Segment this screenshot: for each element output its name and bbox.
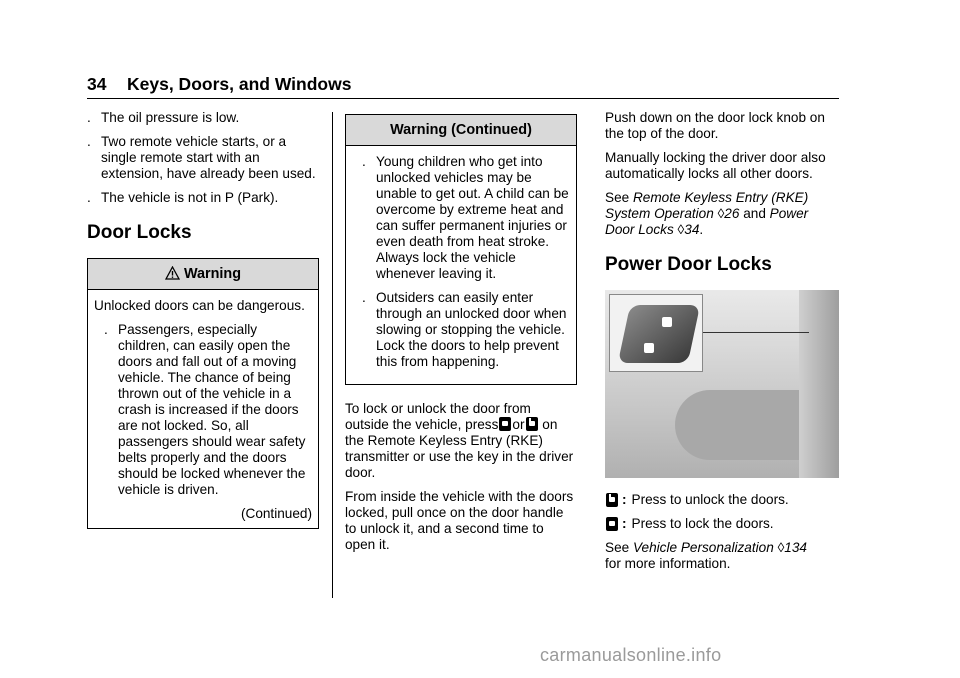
page-header [87, 74, 839, 95]
list-item: . Outsiders can easily enter through an unlocked door when slowing or stopping the vehicle. Lock the doors to help prevent this from happening. [362, 290, 567, 369]
page-number: 34 [87, 74, 107, 94]
warning-header [88, 259, 318, 290]
paragraph: See Vehicle Personalization ◊134 for more information. [605, 540, 807, 571]
legend-lock: : Press to lock the doors. [605, 516, 839, 532]
unlock-icon [526, 417, 538, 431]
column-1 [87, 110, 319, 529]
column-divider [332, 112, 333, 598]
lock-icon [606, 517, 618, 531]
warning-triangle-icon [165, 266, 180, 280]
warning-intro: Unlocked doors can be dangerous. [94, 298, 305, 313]
list-item: . The vehicle is not in P (Park). [87, 190, 279, 205]
header-rule [87, 98, 839, 99]
continued-label: (Continued) [240, 506, 312, 521]
xref-page[interactable]: 134 [784, 540, 807, 555]
paragraph: Manually locking the driver door also automatically locks all other doors. [605, 150, 826, 181]
section-heading-door-locks: Door Locks [87, 222, 192, 243]
warning-body [88, 290, 318, 528]
warning-body [346, 146, 576, 384]
paragraph: From inside the vehicle with the doors locked, pull once on the door handle to unlock it, and a second time to open it. [345, 489, 574, 552]
xref-arrow-icon: ◊ [677, 222, 685, 237]
legend-unlock: : Press to unlock the doors. [605, 492, 839, 508]
paragraph: Push down on the door lock knob on the top of the door. [605, 110, 825, 141]
lock-icon [499, 417, 511, 431]
warning-title: Warning [183, 266, 242, 282]
list-item: . Young children who get into unlocked vehicles may be unable to get out. A child can be overcome by extreme heat and can suffer permanent injuries or even death from heat stroke. Always lock the vehicle whenever leaving it. [362, 154, 569, 281]
list-item: . Two remote vehicle starts, or a single remote start with an extension, have already been used. [87, 134, 316, 181]
paragraph: To lock or unlock the door from outside the vehicle, press or on the Remote Keyless Entry (RKE) transmitter or use the key in the driver door. [345, 401, 574, 480]
xref-link[interactable]: Power Door Locks [605, 206, 809, 237]
column-2 [345, 114, 577, 561]
xref-page[interactable]: 34 [684, 222, 700, 237]
door-lock-switch-photo [605, 290, 839, 478]
paragraph: See Remote Keyless Entry (RKE) System Operation ◊26 and Power Door Locks ◊34. [605, 190, 809, 237]
warning-box-continued [345, 114, 577, 385]
xref-link[interactable]: Remote Keyless Entry (RKE) System Operation [605, 190, 809, 221]
column-3 [605, 110, 839, 580]
warning-box [87, 258, 319, 529]
list-item: . The oil pressure is low. [87, 110, 240, 125]
xref-arrow-icon: ◊ [717, 206, 725, 221]
list-item: . Passengers, especially children, can easily open the doors and fall out of a moving vehicle. The chance of being thrown out of the vehicle in a crash is increased if the doors are not locked. So, all passengers should wear safety belts properly and the doors should be locked whenever the vehicle is driven. [104, 322, 306, 497]
watermark: carmanualsonline.info [540, 645, 722, 665]
xref-arrow-icon: ◊ [777, 540, 785, 555]
warning-header: Warning (Continued) [346, 115, 576, 146]
section-heading-power-door-locks: Power Door Locks [605, 254, 772, 275]
xref-page[interactable]: 26 [724, 206, 740, 221]
chapter-title: Keys, Doors, and Windows [127, 74, 352, 94]
unlock-icon [606, 493, 618, 507]
xref-link[interactable]: Vehicle Personalization [632, 540, 774, 555]
